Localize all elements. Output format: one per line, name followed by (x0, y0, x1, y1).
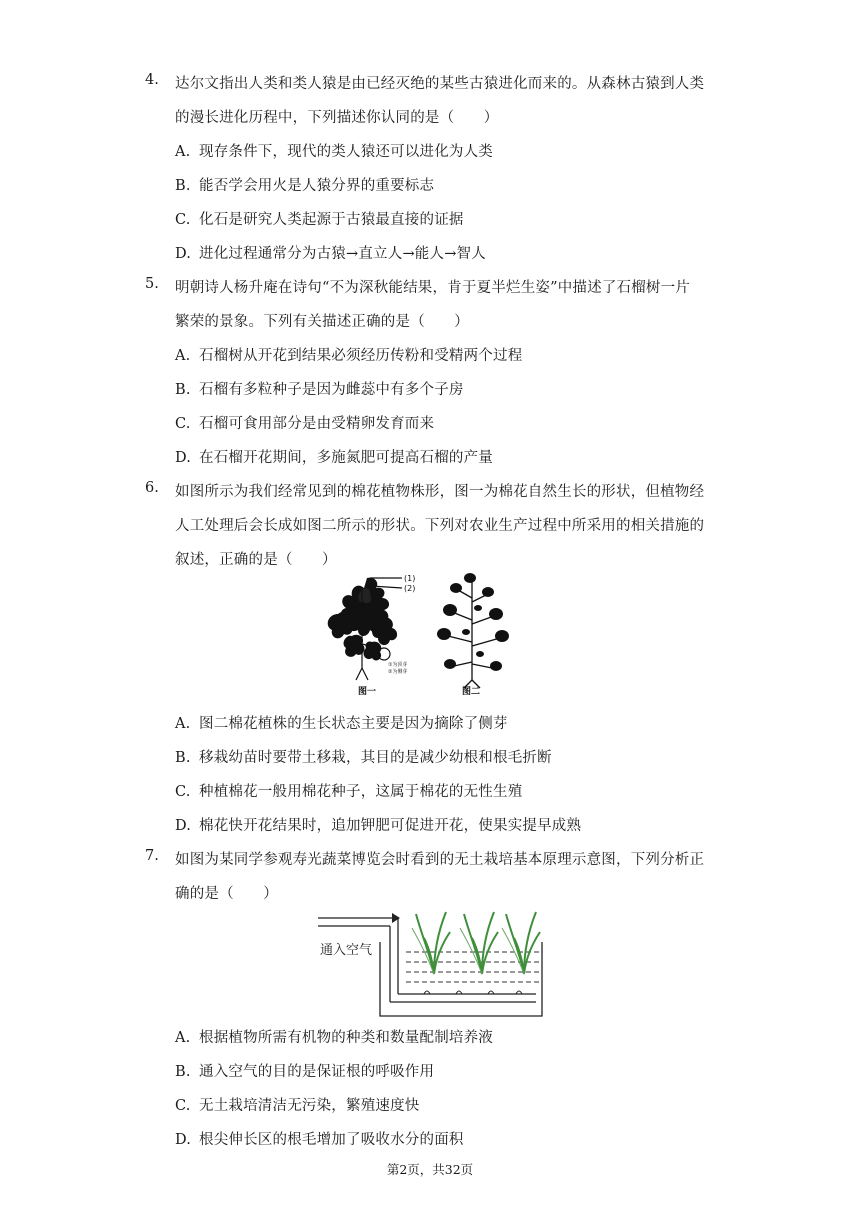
option-text: 棉花快开花结果时，追加钾肥可促进开花，使果实提早成熟 (199, 818, 582, 834)
question-7-number: 7. (145, 848, 159, 864)
question-4-number: 4. (145, 72, 159, 88)
figure-label-1: (1) (404, 574, 416, 583)
option-text: 能否学会用火是人猿分界的重要标志 (199, 178, 435, 194)
option-letter: C. (175, 784, 191, 800)
air-arrow-icon (392, 913, 400, 923)
option-text: 石榴可食用部分是由受精卵发育而来 (199, 416, 435, 432)
question-4-option-a (175, 140, 493, 161)
figure-note-1: ①为顶芽 (388, 662, 408, 668)
option-text: 石榴树从开花到结果必须经历传粉和受精两个过程 (199, 348, 523, 364)
question-6-stem-line-1: 如图所示为我们经常见到的棉花植物株形，图一为棉花自然生长的形状，但植物经 (175, 484, 705, 500)
option-letter: B. (175, 750, 191, 766)
option-letter: D. (175, 246, 192, 262)
question-5-option-b (175, 378, 464, 399)
option-letter: A. (175, 348, 191, 364)
question-5-option-a (175, 344, 522, 365)
question-7-option-b (175, 1060, 434, 1081)
question-6-stem-line-3: 叙述，正确的是（ ） (175, 552, 337, 568)
option-letter: D. (175, 450, 192, 466)
hydroponics-figure (312, 908, 548, 1020)
question-6-number: 6. (145, 480, 159, 496)
figure-note-2: ②为侧芽 (388, 669, 408, 675)
option-text: 根尖伸长区的根毛增加了吸收水分的面积 (199, 1132, 464, 1148)
option-letter: B. (175, 1064, 191, 1080)
question-4-option-c (175, 208, 464, 229)
option-text: 石榴有多粒种子是因为雌蕊中有多个子房 (199, 382, 464, 398)
option-text: 图二棉花植株的生长状态主要是因为摘除了侧芽 (199, 716, 508, 732)
question-4-option-d (175, 242, 486, 263)
question-5-option-c (175, 412, 434, 433)
question-6-option-c (175, 780, 522, 801)
option-text: 在石榴开花期间，多施氮肥可提高石榴的产量 (199, 450, 493, 466)
option-letter: A. (175, 1030, 191, 1046)
question-5-stem-line-2: 繁荣的景象。下列有关描述正确的是（ ） (175, 314, 469, 330)
option-letter: B. (175, 382, 191, 398)
question-6-stem-line-2: 人工处理后会长成如图二所示的形状。下列对农业生产过程中所采用的相关措施的 (175, 518, 705, 534)
option-text: 根据植物所需有机物的种类和数量配制培养液 (199, 1030, 493, 1046)
question-7-option-a (175, 1026, 493, 1047)
option-letter: C. (175, 416, 191, 432)
option-letter: D. (175, 818, 192, 834)
question-6-option-a (175, 712, 508, 733)
question-7-option-c (175, 1094, 420, 1115)
option-text: 化石是研究人类起源于古猿最直接的证据 (199, 212, 464, 228)
question-5-stem-line-1: 明朝诗人杨升庵在诗句“不为深秋能结果，肯于夏半烂生姿”中描述了石榴树一片 (175, 280, 691, 296)
cotton-plant-figure (322, 568, 534, 700)
page-footer: 第2页，共32页 (386, 1162, 474, 1177)
option-letter: C. (175, 212, 191, 228)
option-text: 无土栽培清洁无污染，繁殖速度快 (199, 1098, 420, 1114)
question-7-option-d (175, 1128, 464, 1149)
option-letter: C. (175, 1098, 191, 1114)
question-6-option-b (175, 746, 552, 767)
figure-label-2: (2) (404, 584, 416, 593)
question-4-stem-line-1: 达尔文指出人类和类人猿是由已经灭绝的某些古猿进化而来的。从森林古猿到人类 (175, 76, 705, 92)
figure-caption-1: 图一 (358, 687, 377, 697)
question-4-option-b (175, 174, 434, 195)
figure-caption-2: 图二 (462, 687, 481, 697)
option-letter: A. (175, 144, 191, 160)
option-letter: B. (175, 178, 191, 194)
question-5-number: 5. (145, 276, 159, 292)
question-5-option-d (175, 446, 493, 467)
option-letter: D. (175, 1132, 192, 1148)
option-text: 进化过程通常分为古猿→直立人→能人→智人 (199, 246, 486, 262)
option-text: 种植棉花一般用棉花种子，这属于棉花的无性生殖 (199, 784, 523, 800)
question-7-stem-line-1: 如图为某同学参观寿光蔬菜博览会时看到的无土栽培基本原理示意图，下列分析正 (175, 852, 705, 868)
option-letter: A. (175, 716, 191, 732)
air-inlet-label: 通入空气 (320, 943, 373, 958)
cotton-plant-pruned-illustration (437, 573, 509, 688)
option-text: 移栽幼苗时要带土移栽，其目的是减少幼根和根毛折断 (199, 750, 552, 766)
question-6-option-d (175, 814, 581, 835)
option-text: 现存条件下，现代的类人猿还可以进化为人类 (199, 144, 493, 160)
question-4-stem-line-2: 的漫长进化历程中，下列描述你认同的是（ ） (175, 110, 499, 126)
question-7-stem-line-2: 确的是（ ） (175, 886, 278, 902)
option-text: 通入空气的目的是保证根的呼吸作用 (199, 1064, 435, 1080)
